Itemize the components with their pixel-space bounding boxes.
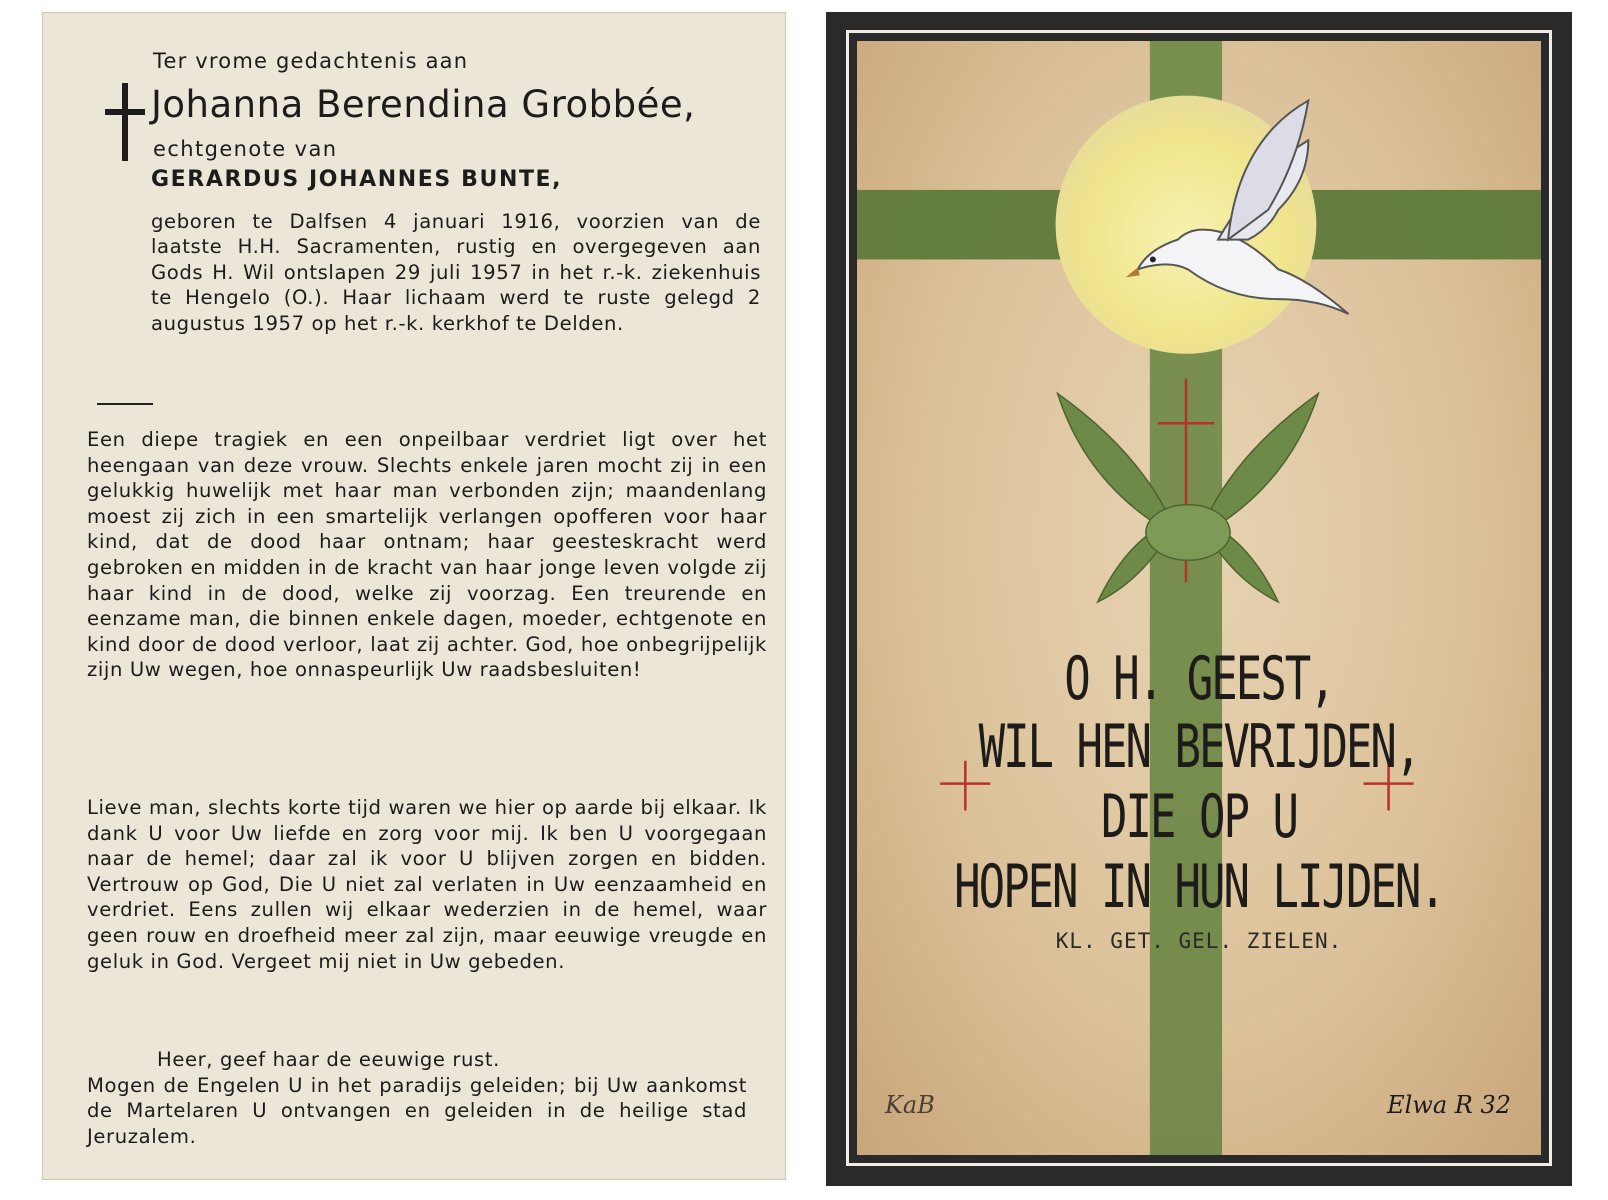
card-code: Elwa R 32 xyxy=(1387,1091,1511,1119)
prayer-block xyxy=(87,1047,747,1149)
cross-artwork xyxy=(857,41,1541,1155)
verse-source: KL. GET. GEL. ZIELEN. xyxy=(1055,929,1343,953)
card-frame xyxy=(846,30,1552,1166)
memorial-image-card xyxy=(826,12,1572,1186)
latin-cross-icon xyxy=(103,83,147,161)
divider xyxy=(97,403,153,405)
spouse-label: echtgenote van xyxy=(153,137,338,161)
verse-line-2: WIL HEN BEVRIJDEN, xyxy=(978,713,1420,782)
card-artwork xyxy=(857,41,1541,1155)
prayer-rest: Heer, geef haar de eeuwige rust. xyxy=(157,1048,500,1071)
deceased-name: Johanna Berendina Grobbée, xyxy=(151,83,696,126)
intro-line: Ter vrome gedachtenis aan xyxy=(153,49,469,73)
prayer-angels: Mogen de Engelen U in het paradijs geleiden; bij Uw aankomst de Martelaren U ontvangen en geleiden in de heilige stad Jeruzalem. xyxy=(87,1073,747,1148)
biography: geboren te Dalfsen 4 januari 1916, voorzien van de laatste H.H. Sacramenten, rustig en overgegeven aan Gods H. Wil ontslapen 29 juli 1957 in het r.-k. ziekenhuis te Hengelo (O.). Haar lichaam werd te ruste gelegd 2 augustus 1957 op het r.-k. kerkhof te Delden. xyxy=(151,210,761,335)
paragraph-farewell: Lieve man, slechts korte tijd waren we hier op aarde bij elkaar. Ik dank U voor Uw liefde en zorg voor mij. Ik ben U voorgegaan naar de hemel; daar zal ik voor U blijven zorgen en bidden. Vertrouw op God, Die U niet zal verlaten in Uw eenzaamheid en verdriet. Eens zullen wij elkaar wederzien in de hemel, waar geen rouw en droefheid meer zal zijn, maar eeuwige vreugde en geluk in God. Vergeet mij niet in Uw gebeden. xyxy=(87,796,767,973)
verse-line-3: DIE OP U xyxy=(1101,783,1297,852)
spouse-name: GERARDUS JOHANNES BUNTE, xyxy=(151,167,563,192)
verse-line-4: HOPEN IN HUN LIJDEN. xyxy=(954,853,1444,922)
paragraph-tragedy: Een diepe tragiek en een onpeilbaar verdriet ligt over het heengaan van deze vrouw. Slechts enkele jaren mocht zij in een gelukkig huwelijk met haar man verbonden zijn; maandenlang moest zij zich in een smartelijk verlangen opofferen voor haar kind, dat de dood haar ontnam; haar geesteskracht werd gebroken en midden in de kracht van haar jonge leven volgde zij haar kind in de dood, welke zij voorzag. Een treurende en eenzame man, die binnen enkele dagen, moeder, echtgenote en kind door de dood verloor, laat zij achter. God, hoe onbegrijpelijk zijn Uw wegen, hoe onnaspeurlijk Uw raadsbesluiten! xyxy=(87,428,767,682)
verse-line-1: O H. GEEST, xyxy=(1064,645,1334,714)
memorial-text-card xyxy=(42,12,786,1180)
artist-signature: KaB xyxy=(885,1091,935,1119)
